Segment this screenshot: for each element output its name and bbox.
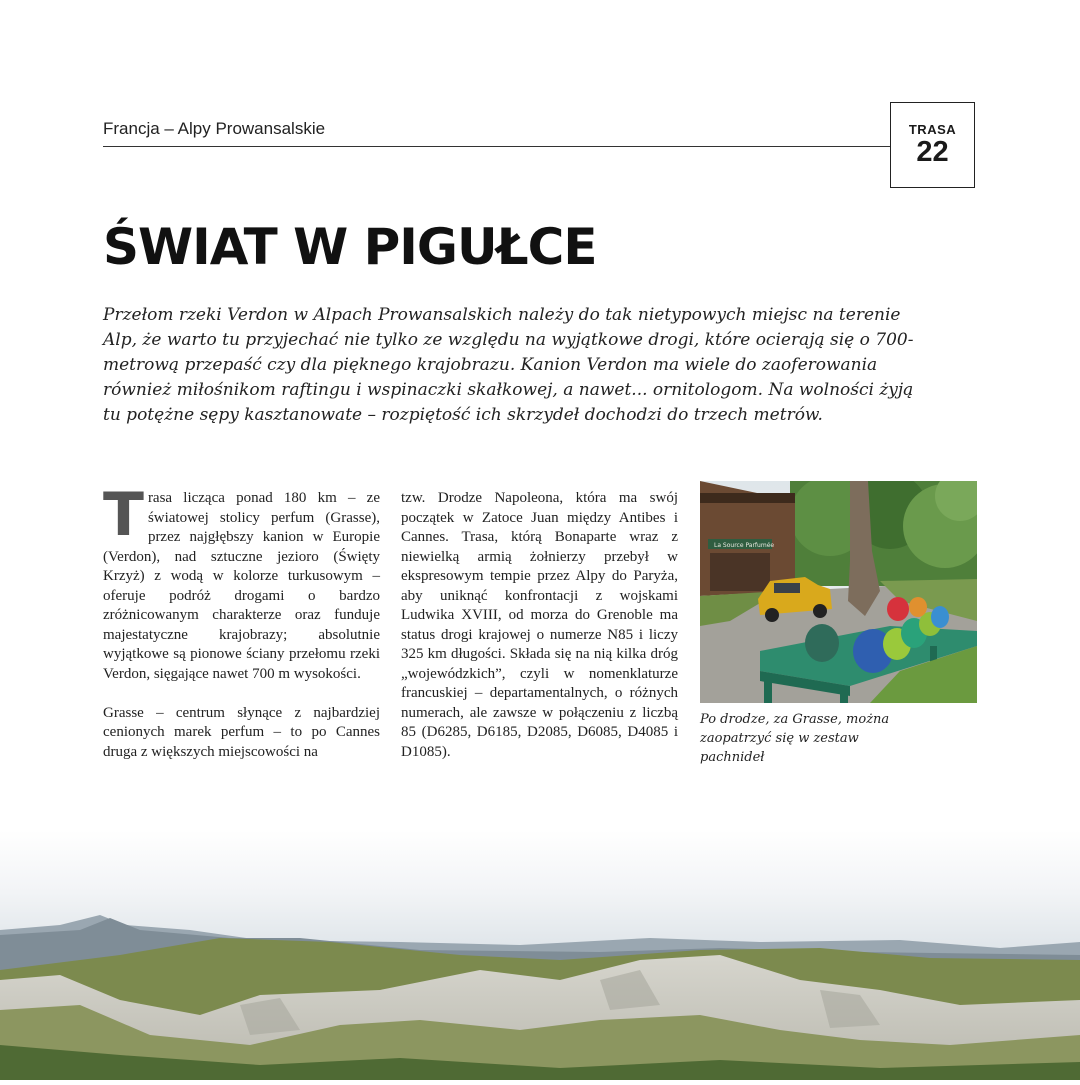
- photo-caption: Po drodze, za Grasse, można zaopatrzyć się w zestaw pachnideł: [700, 712, 890, 765]
- breadcrumb: Francja – Alpy Prowansalskie: [103, 119, 326, 138]
- perfume-stall-photo: [700, 481, 977, 703]
- route-number: 22: [916, 136, 949, 168]
- paragraph-text: rasa licząca ponad 180 km – ze światowej stolicy perfum (Grasse), przez najgłębszy kanion w Europie (Verdon), nad sztuczne jezioro (Święty Krzyż) z wodą w kolorze turkusowym – oferuje podróż drogami o bardzo zróżnicowanym charakterze oraz funduje majestatyczne krajobrazy; absolutnie wyjątkowe są pionowe ściany przełomu rzeki Verdon, sięgające nawet 700 m wysokości.: [103, 490, 380, 682]
- stall-sign: La Source Parfumée: [714, 542, 775, 549]
- route-badge: [890, 102, 975, 188]
- body-paragraph: Grasse – centrum słynące z najbardziej cenionych marek perfum – to po Cannes druga z większych miejscowości na: [103, 704, 380, 760]
- body-paragraph: tzw. Drodze Napoleona, która ma swój początek w Zatoce Juan między Antibes i Cannes. Trasa, którą Bonaparte wraz z niewielką armią żołnierzy przebył w ekspresowym tempie przez Alpy do Paryża, aby uniknąć konfrontacji z wojskami Ludwika XVIII, od morza do Grenoble ma status drogi krajowej o numerze N85 i liczy 325 km długości. Składa się na nią kilka dróg „wojewódzkich”, czyli w nomenklaturze francuskiej – departamentalnych, o różnych numerach, ale zawsze w połączeniu z liczbą 85 (D6285, D6185, D2085, D6085, D4085 i D1085).: [401, 490, 678, 760]
- body-column-2: [401, 489, 678, 782]
- page-title: ŚWIAT W PIGUŁCE: [103, 218, 597, 276]
- header-rule: [103, 146, 890, 147]
- drop-cap: T: [103, 480, 144, 550]
- route-label: TRASA: [908, 122, 957, 137]
- lead-paragraph: Przełom rzeki Verdon w Alpach Prowansalskich należy do tak nietypowych miejsc na terenie Alp, że warto tu przyjechać nie tylko ze względu na wyjątkowe drogi, które ocierają się o 700-metrową przepaść czy dla pięknego krajobrazu. Kanion Verdon ma wiele do zaoferowania również miłośnikom raftingu i wspinaczki skałkowej, a nawet... ornitologom. Na wolności żyją tu potężne sępy kasztanowate – rozpiętość ich skrzydeł dochodzi do trzech metrów.: [103, 305, 914, 425]
- verdon-panorama-image: [0, 830, 1080, 1080]
- body-paragraph: [103, 480, 380, 684]
- body-column-1: [103, 480, 380, 782]
